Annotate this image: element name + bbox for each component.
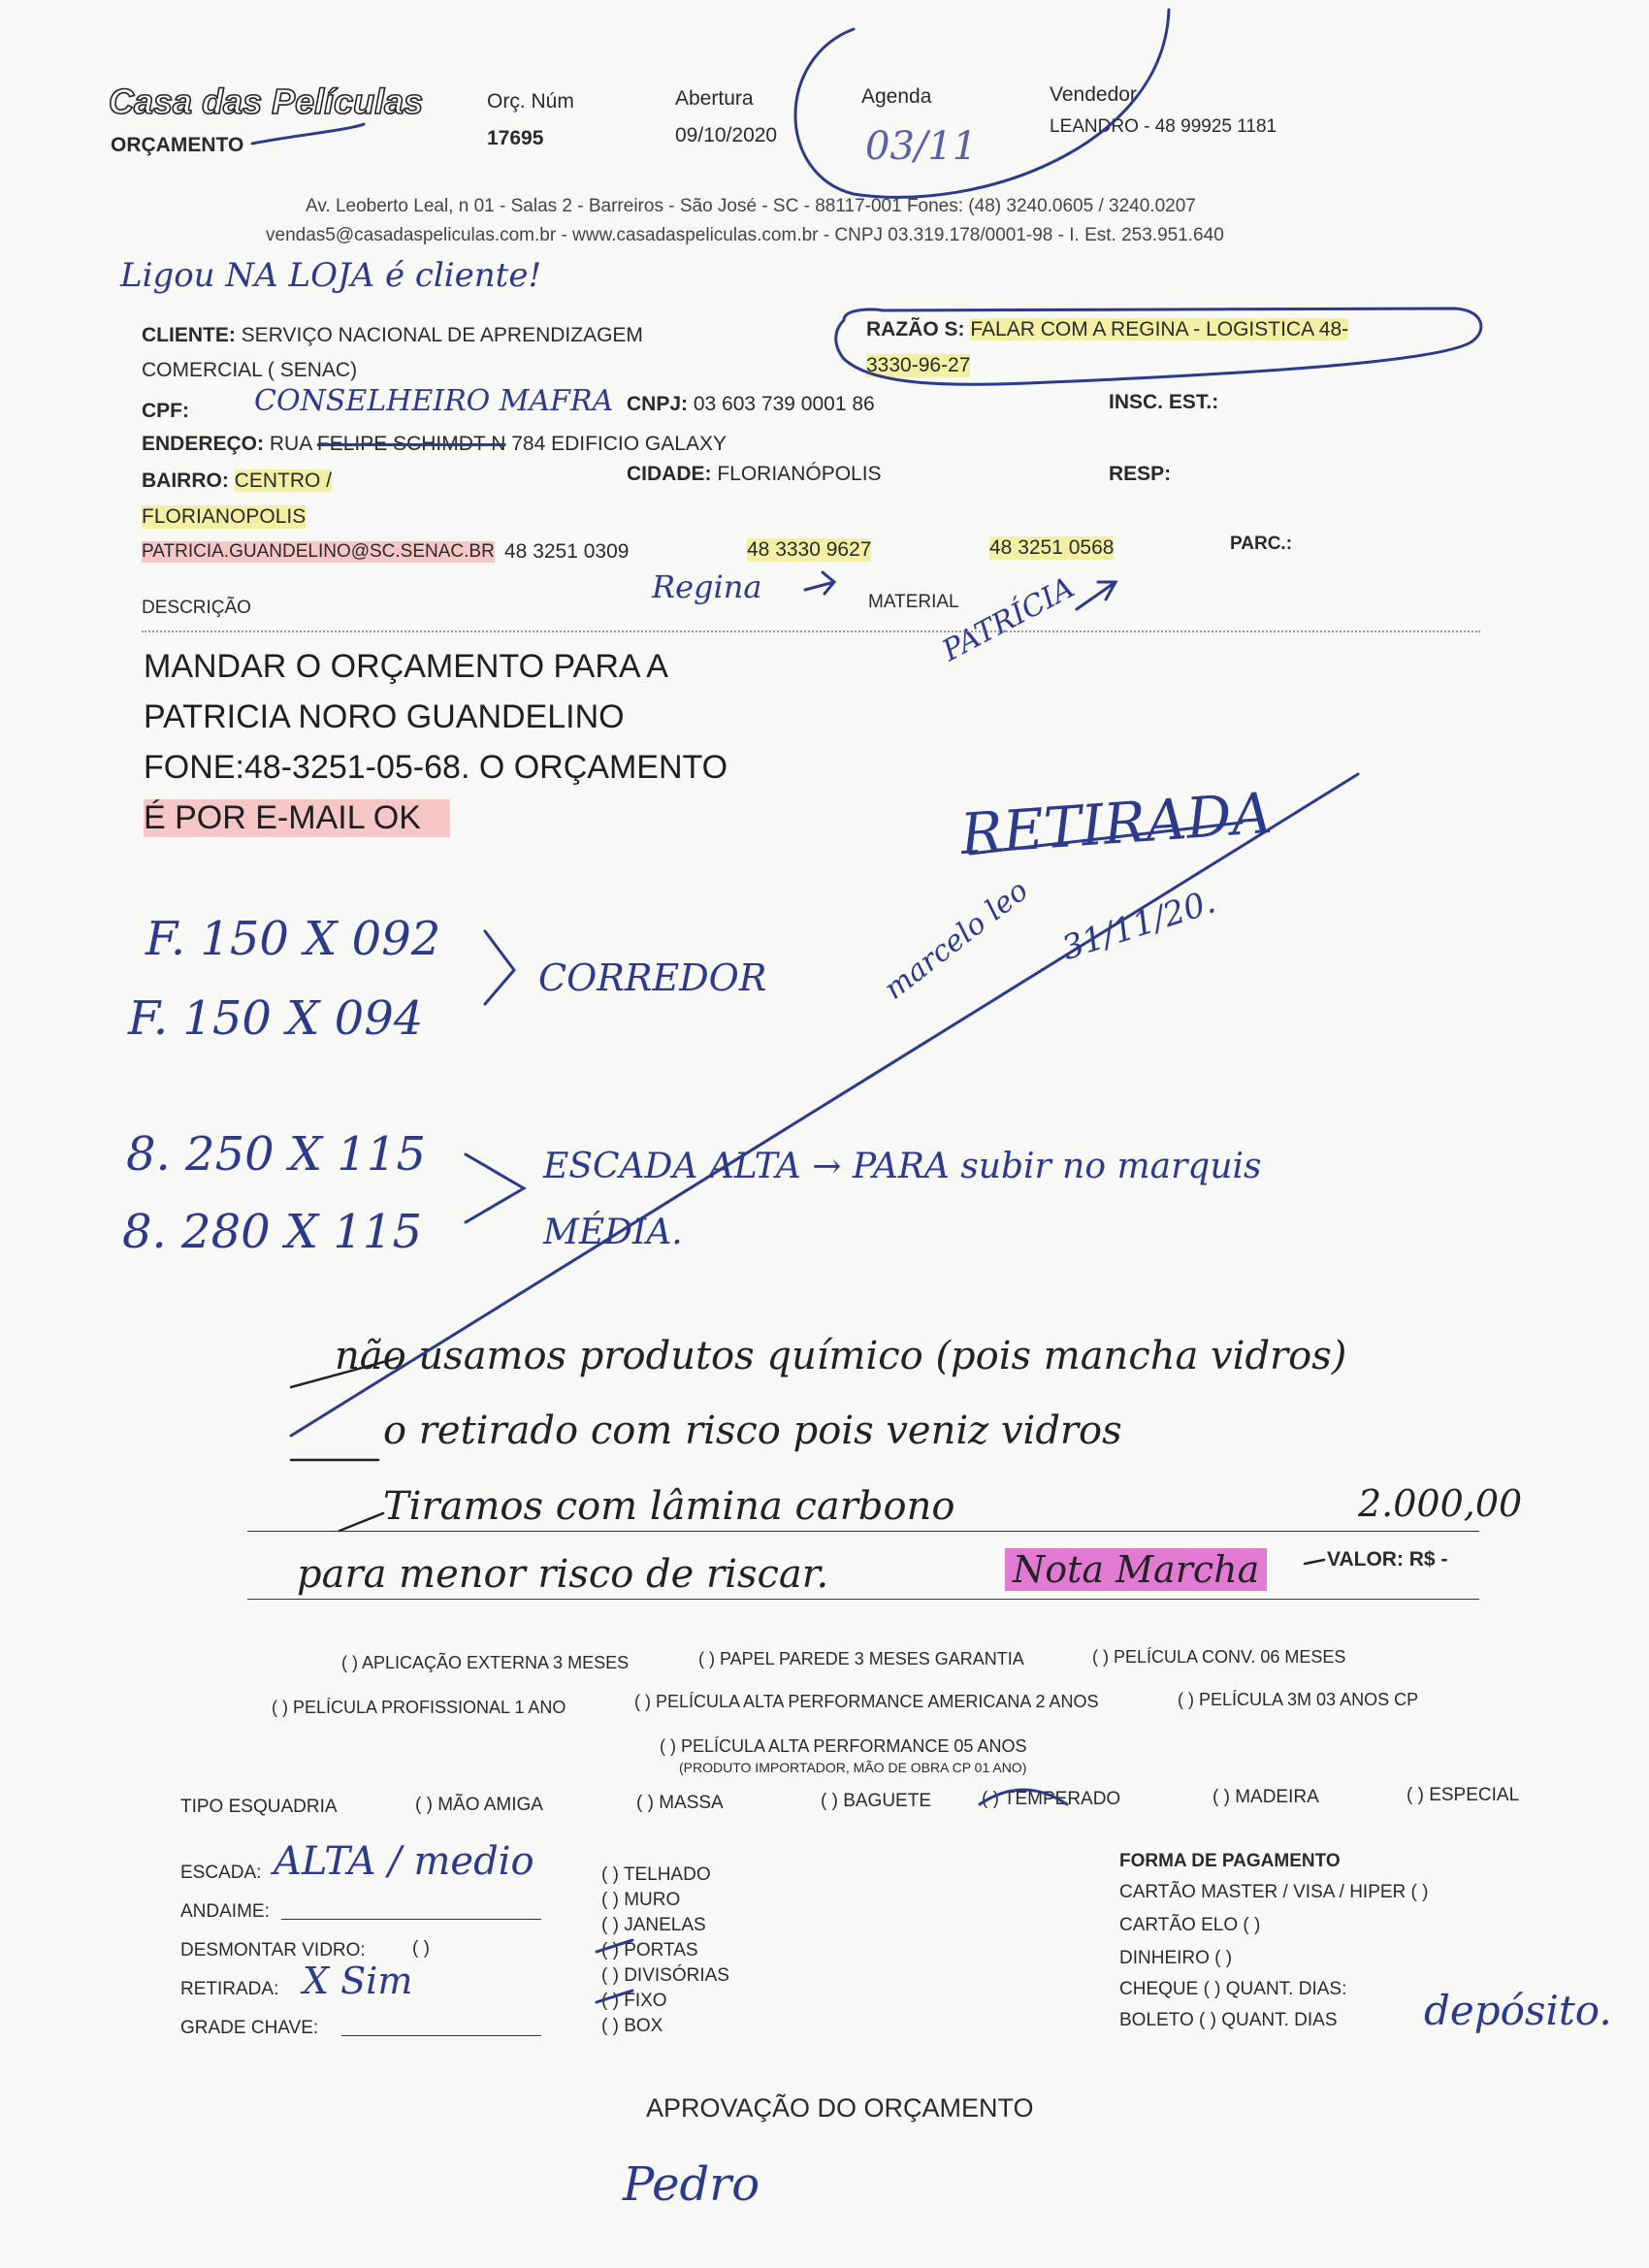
option-pelicula-profissional[interactable]: ( ) PELÍCULA PROFISSIONAL 1 ANO <box>272 1698 566 1717</box>
local-muro[interactable]: ( ) MURO <box>601 1890 681 1910</box>
deposito-hand: depósito. <box>1424 1987 1612 2034</box>
pagamento-boleto[interactable]: BOLETO ( ) QUANT. DIAS <box>1119 2010 1338 2030</box>
patricia-arrow <box>1077 582 1116 609</box>
grade-label: GRADE CHAVE: <box>180 2018 319 2038</box>
andaime-label: ANDAIME: <box>180 1901 270 1922</box>
valor-arrow <box>1305 1560 1324 1564</box>
local-fixo[interactable]: ( ) FIXO <box>601 1991 667 2011</box>
local-telhado[interactable]: ( ) TELHADO <box>601 1864 711 1885</box>
local-portas[interactable]: ( ) PORTAS <box>601 1940 698 1960</box>
nota-hand: Nota Marcha <box>1005 1548 1267 1591</box>
obs-line-1 <box>291 1358 398 1387</box>
measure-2: F. 150 X 094 <box>128 991 424 1046</box>
media-note: MÉDIA. <box>543 1213 683 1252</box>
desc-line-3: FONE:48-3251-05-68. O ORÇAMENTO <box>144 749 728 786</box>
abertura-value: 09/10/2020 <box>675 124 778 146</box>
resp-label: RESP: <box>1109 463 1172 485</box>
retirada-hand: RETIRADA <box>958 779 1275 868</box>
cliente-line2: COMERCIAL ( SENAC) <box>142 359 358 381</box>
temperado-mark <box>980 1790 1067 1804</box>
cpf-hand: CONSELHEIRO MAFRA <box>254 384 614 418</box>
retirada-label: RETIRADA: <box>180 1979 279 1999</box>
company-address: Av. Leoberto Leal, n 01 - Salas 2 - Barreiros - São José - SC - 88117-001 Fones: (48) 3240.0605 / 3240.0207 <box>306 196 1196 216</box>
regina-hand: Regina <box>652 568 762 605</box>
regina-arrow <box>805 572 834 594</box>
cliente-label: CLIENTE: <box>142 324 236 346</box>
esquadria-temperado[interactable]: ( ) TEMPERADO <box>982 1789 1121 1809</box>
diagonal-strike <box>291 774 1358 1436</box>
descricao-label: DESCRIÇÃO <box>142 598 251 618</box>
option-pelicula-conv[interactable]: ( ) PELÍCULA CONV. 06 MESES <box>1092 1647 1346 1667</box>
company-contacts: vendas5@casadaspeliculas.com.br - www.casadaspeliculas.com.br - CNPJ 03.319.178/0001-98 - I. Est. 253.951.640 <box>266 225 1224 245</box>
escada-label: ESCADA: <box>180 1863 262 1883</box>
assinatura-hand: Pedro <box>623 2157 760 2212</box>
mark-fixo <box>597 1991 632 2002</box>
endereco-label: ENDEREÇO: <box>142 433 265 455</box>
option-aplicacao-externa[interactable]: ( ) APLICAÇÃO EXTERNA 3 MESES <box>341 1653 630 1672</box>
razao-line2: 3330-96-27 <box>866 354 971 376</box>
agenda-circle <box>795 10 1169 197</box>
local-janelas[interactable]: ( ) JANELAS <box>601 1915 706 1935</box>
date-note: 31/11/20. <box>1057 882 1220 969</box>
local-box[interactable]: ( ) BOX <box>601 2016 663 2036</box>
brand-logo: Casa das Películas <box>109 81 424 121</box>
esquadria-baguete[interactable]: ( ) BAGUETE <box>821 1791 932 1811</box>
desmontar-label: DESMONTAR VIDRO: <box>180 1940 366 1960</box>
bairro-value: CENTRO / <box>234 470 333 492</box>
desc-line-4: É POR E-MAIL OK <box>144 799 450 837</box>
obs-3: Tiramos com lâmina carbono <box>383 1484 955 1529</box>
doc-type-underline <box>252 124 364 144</box>
option-papel-parede[interactable]: ( ) PAPEL PAREDE 3 MESES GARANTIA <box>698 1649 1024 1669</box>
aprovacao-title: APROVAÇÃO DO ORÇAMENTO <box>646 2093 1034 2122</box>
pagamento-cheque[interactable]: CHEQUE ( ) QUANT. DIAS: <box>1119 1979 1347 1999</box>
phone-1: 48 3251 0309 <box>504 540 630 563</box>
endereco-pre: RUA <box>269 433 312 455</box>
phone-3: 48 3251 0568 <box>989 536 1115 559</box>
vendedor-label: Vendedor <box>1050 83 1137 106</box>
doc-type: ORÇAMENTO <box>111 134 244 156</box>
email: PATRICIA.GUANDELINO@SC.SENAC.BR <box>142 541 495 562</box>
insc-label: INSC. EST.: <box>1109 391 1219 413</box>
bracket-escada <box>466 1154 524 1222</box>
corredor-note: CORREDOR <box>538 956 767 999</box>
orc-label: Orç. Núm <box>487 90 574 113</box>
esquadria-madeira[interactable]: ( ) MADEIRA <box>1212 1787 1319 1807</box>
bairro-label: BAIRRO: <box>142 470 229 492</box>
agenda-label: Agenda <box>861 85 932 108</box>
note-cliente: Ligou NA LOJA é cliente! <box>120 256 542 295</box>
cnpj-label: CNPJ: <box>627 393 689 415</box>
pagamento-title: FORMA DE PAGAMENTO <box>1119 1851 1341 1871</box>
cpf-label: CPF: <box>142 400 189 422</box>
desmontar-box[interactable]: ( ) <box>412 1938 430 1959</box>
razao-label: RAZÃO S: <box>866 318 965 340</box>
razao-box <box>836 308 1481 384</box>
escada-hand: ALTA / medio <box>274 1839 534 1884</box>
mark-portas <box>597 1940 632 1952</box>
obs-line-3 <box>340 1513 383 1531</box>
obs-2: o retirado com risco pois veniz vidros <box>383 1409 1122 1453</box>
desc-line-1: MANDAR O ORÇAMENTO PARA A <box>144 648 668 685</box>
measure-4: 8. 280 X 115 <box>122 1205 422 1259</box>
obs-1: não usamos produtos químico (pois mancha vidros) <box>335 1334 1347 1378</box>
material-label: MATERIAL <box>868 592 959 612</box>
measure-3: 8. 250 X 115 <box>126 1127 426 1182</box>
pagamento-dinheiro[interactable]: DINHEIRO ( ) <box>1119 1948 1233 1968</box>
pagamento-elo[interactable]: CARTÃO ELO ( ) <box>1119 1915 1261 1935</box>
amount-hand: 2.000,00 <box>1358 1482 1523 1525</box>
pagamento-cartao[interactable]: CARTÃO MASTER / VISA / HIPER ( ) <box>1119 1882 1429 1902</box>
cidade-label: CIDADE: <box>627 463 712 485</box>
esquadria-label: TIPO ESQUADRIA <box>180 1797 338 1817</box>
patricia-hand: PATRÍCIA <box>937 570 1081 668</box>
bracket-corredor <box>485 931 514 1004</box>
abertura-label: Abertura <box>675 87 754 110</box>
bairro-line2: FLORIANOPOLIS <box>142 505 307 528</box>
agenda-hand: 03/11 <box>865 124 978 169</box>
option-alta-performance-note: (PRODUTO IMPORTADOR, MÃO DE OBRA CP 01 ANO) <box>679 1760 1027 1775</box>
esquadria-mao-amiga[interactable]: ( ) MÃO AMIGA <box>415 1795 543 1815</box>
phone-2: 48 3330 9627 <box>747 538 872 561</box>
cliente-name-1: SERVIÇO NACIONAL DE APRENDIZAGEM <box>241 324 643 346</box>
option-pelicula-3m[interactable]: ( ) PELÍCULA 3M 03 ANOS CP <box>1178 1690 1419 1709</box>
escada-note: ESCADA ALTA → PARA subir no marquis <box>543 1147 1262 1186</box>
option-alta-performance-05[interactable]: ( ) PELÍCULA ALTA PERFORMANCE 05 ANOS <box>660 1736 1027 1756</box>
desc-line-2: PATRICIA NORO GUANDELINO <box>144 698 625 735</box>
measure-1: F. 150 X 092 <box>146 912 441 966</box>
valor-label: VALOR: R$ - <box>1327 1548 1448 1571</box>
signature-marcelo: marcelo leo <box>878 873 1035 1007</box>
razao-value-1: FALAR COM A REGINA - LOGISTICA 48- <box>970 318 1349 340</box>
orc-value: 17695 <box>487 127 544 149</box>
endereco-struck: FELIPE SCHIMDT N <box>316 433 506 455</box>
vendedor-value: LEANDRO - 48 99925 1181 <box>1050 116 1277 137</box>
cnpj-value: 03 603 739 0001 86 <box>693 393 875 415</box>
retirada-underline <box>970 823 1242 854</box>
parc-label: PARC.: <box>1230 534 1293 554</box>
retirada-sim-hand: X Sim <box>303 1960 413 2002</box>
obs-4: para menor risco de riscar. <box>297 1552 829 1597</box>
local-divisorias[interactable]: ( ) DIVISÓRIAS <box>601 1965 729 1986</box>
esquadria-especial[interactable]: ( ) ESPECIAL <box>1406 1785 1520 1805</box>
endereco-post: 784 EDIFICIO GALAXY <box>511 433 727 455</box>
cidade-value: FLORIANÓPOLIS <box>717 463 882 485</box>
option-alta-performance-americana[interactable]: ( ) PELÍCULA ALTA PERFORMANCE AMERICANA 2 ANOS <box>634 1692 1099 1711</box>
esquadria-massa[interactable]: ( ) MASSA <box>636 1793 724 1813</box>
